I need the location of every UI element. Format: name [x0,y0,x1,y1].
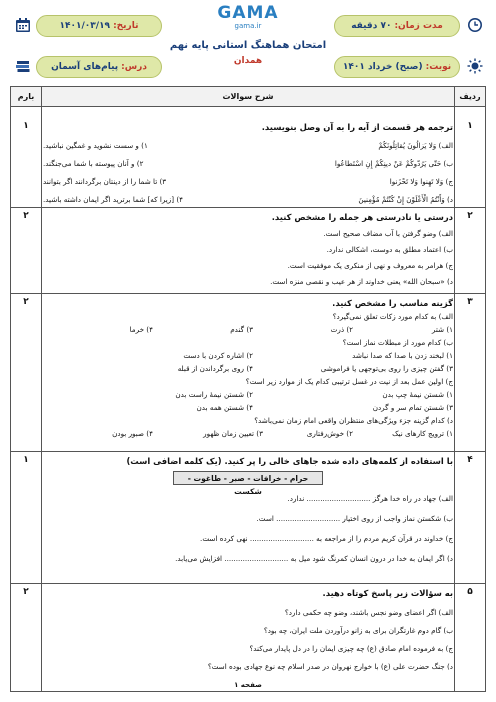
question-score: ۱ [23,121,29,131]
fill-blank-item[interactable] [43,512,453,525]
fill-blank-text: ب) شکستن نماز واجب از روی اختیار ............................ است. [256,514,453,523]
mc-options [43,323,453,336]
page-number: صفحه ۱ [234,681,262,689]
mc-question [43,336,453,349]
question-4 [43,455,453,565]
mc-question-text: الف) به کدام مورد زکات تعلق نمی‌گیرد؟ [332,312,453,321]
question-number: ۲ [467,211,473,221]
mc-option[interactable]: ۳) گندم [230,325,253,334]
match-right: ج) وَلا تَهِنوا وَلا تَحْزَنوا [389,177,453,186]
clock-icon [464,14,486,36]
question-title: ترجمه هر قسمت از آیه را به آن وصل بنویسید. [261,122,453,132]
mc-question [43,375,453,388]
mc-option[interactable]: ۱) شستن نیمهٔ چپ بدن [382,390,453,399]
col-score-header: بارم [11,87,41,107]
calendar-icon [12,14,34,36]
question-score: ۲ [23,587,29,597]
mc-question [43,310,453,323]
fill-blank-text: الف) جهاد در راه خدا هرگز ............................ ندارد. [287,494,453,503]
date-pill [36,15,162,37]
match-row [43,193,453,206]
lesson-pill [36,56,162,78]
mc-option[interactable]: ۳) گفتن چیزی را روی بی‌توجهی یا فراموشی [320,364,453,373]
question-5 [43,587,453,673]
question-3 [43,297,453,440]
city-name: همدان [233,56,263,66]
tf-statement: ج) هرامر به معروف و نهی از منکری یک موفقیت است. [287,261,453,270]
logo-domain: gama.ir [234,22,262,30]
questions-table [10,86,486,692]
match-left: ۱) و سست نشوید و غمگین نباشید. [43,141,148,150]
col-question-header: شرح سوالات [42,87,454,107]
short-answer-item [43,624,453,637]
question-title: گزینه مناسب را مشخص کنید. [332,298,453,308]
mc-option[interactable]: ۴) صبور بودن [112,429,153,438]
mc-option[interactable]: ۴) روی برگرداندن از قبله [177,364,253,373]
question-score: ۲ [23,211,29,221]
match-row [43,157,453,170]
question-number: ۳ [467,297,473,307]
fill-blank-text: ج) خداوند در قرآن کریم مردم را از مراجعه به ............................ نهی کرده است. [200,534,453,543]
match-row [43,175,453,188]
mc-question-text: د) کدام گزینه جزء ویژگی‌های منتظران واقعی امام زمان نمی‌باشد؟ [254,416,453,425]
question-title: با استفاده از کلمه‌های داده شده جاهای خالی را پر کنید. (یک کلمه اضافی است) [126,456,453,466]
mc-option[interactable]: ۲) شستن نیمهٔ راست بدن [175,390,253,399]
mc-option[interactable]: ۱) شتر [431,325,453,334]
shift-label: نوبت: [425,62,452,72]
question-number: ۴ [467,455,473,465]
question-2 [43,211,453,288]
duration-value: ۷۰ دقیقه [351,21,392,31]
mc-question [43,414,453,427]
short-answer-item [43,660,453,673]
date-value: ۱۴۰۱/۰۳/۱۹ [59,21,111,31]
short-answer-text: د) جنگ حضرت علی (ع) با خوارج نهروان در صدر اسلام چه نوع جهادی بوده است؟ [207,662,453,671]
mc-option[interactable]: ۴) خرما [129,325,153,334]
mc-option[interactable]: ۳) شستن تمام سر و گردن [372,403,453,412]
fill-blank-item[interactable] [43,552,453,565]
question-number: ۵ [467,587,473,597]
question-title: درستی یا نادرستی هر جمله را مشخص کنید. [271,212,453,222]
mc-option[interactable]: ۳) تعیین زمان ظهور [203,429,263,438]
match-left: ۴) [زیرا که] شما برترید اگر ایمان داشته باشید. [43,195,184,204]
match-left: ۲) و آنان پیوسته با شما می‌جنگند. [43,159,144,168]
question-number: ۱ [467,121,473,131]
match-left: ۳) تا شما را از دینتان برگردانند اگر بتوانند [43,177,167,186]
mc-option[interactable]: ۲) اشاره کردن با دست [183,351,253,360]
match-right: د) وَأَنْتُمُ الْأَعْلَوْنَ إِنْ كُنْتُمْ مُؤْمِنينَ [358,195,453,204]
exam-title: امتحان هماهنگ استانی پایه نهم [169,40,327,51]
question-score: ۲ [23,297,29,307]
shift-value: (صبح) خرداد ۱۴۰۱ [342,62,423,72]
match-right: ب) حَتّى يَرُدّوكُمْ عَنْ دينِكُمْ إِنِ اسْتَطاعُوا [334,159,453,168]
word-bank: حرام - خرافات - صبر - طاغوت - شکست [173,471,323,485]
lesson-value: پیام‌های آسمان [51,62,119,72]
tf-statement: ب) اعتماد مطلق به دوست، اشکالی ندارد. [326,245,453,254]
mc-option[interactable]: ۲) خوش‌رفتاری [306,429,353,438]
date-label: تاریخ: [113,21,139,31]
tf-row [43,227,453,240]
question-1 [43,121,453,206]
lesson-label: درس: [121,62,147,72]
mc-option[interactable]: ۲) ذرت [330,325,353,334]
short-answer-text: الف) اگر اعضای وضو نجس باشند، وضو چه حکمی دارد؟ [284,608,453,617]
mc-option[interactable]: ۱) ترویج کارهای نیک [392,429,453,438]
mc-options [43,401,453,414]
shift-icon [464,55,486,77]
fill-blank-item[interactable] [43,492,453,505]
col-row-header: ردیف [455,87,485,107]
book-icon [12,55,34,77]
mc-question-text: ب) کدام مورد از مبطلات نماز است؟ [342,338,453,347]
fill-blank-item[interactable] [43,532,453,545]
match-right: الف) وَلا يَزالُونَ يُقاتِلُونَكُمْ [378,141,453,150]
short-answer-text: ب) گام دوم غارتگران برای به زانو درآوردن ملت ایران، چه بود؟ [263,626,453,635]
mc-options [43,427,453,440]
mc-options [43,388,453,401]
mc-question-text: ج) اولین عمل بعد از نیت در غسل ترتیبی کدام یک از موارد زیر است؟ [245,377,453,386]
tf-statement: د) «سبحان الله» یعنی خداوند از هر عیب و نقصی منزه است. [270,277,453,286]
logo-text: GAMA [217,3,279,23]
short-answer-text: ج) به فرموده امام صادق (ع) چه چیزی ایمان را در دل پایدار می‌کند؟ [249,644,453,653]
short-answer-item [43,606,453,619]
mc-option[interactable]: ۴) شستن همه بدن [196,403,253,412]
tf-row [43,259,453,272]
tf-statement: الف) وضو گرفتن با آب مضاف صحیح است. [323,229,453,238]
mc-option[interactable]: ۱) لبخند زدن با صدا که صدا نباشد [352,351,453,360]
shift-pill [334,56,460,78]
duration-label: مدت زمان: [394,21,443,31]
tf-row [43,275,453,288]
short-answer-item [43,642,453,655]
fill-blank-text: د) اگر ایمان به خدا در درون انسان کمرنگ شود میل به ............................ افزایش می‌یابد. [175,554,453,563]
mc-options [43,362,453,375]
match-row [43,139,453,152]
question-title: به سؤالات زیر پاسخ کوتاه دهید. [322,588,453,598]
duration-pill [334,15,460,37]
question-score: ۱ [23,455,29,465]
logo [208,4,288,36]
mc-options [43,349,453,362]
tf-row [43,243,453,256]
